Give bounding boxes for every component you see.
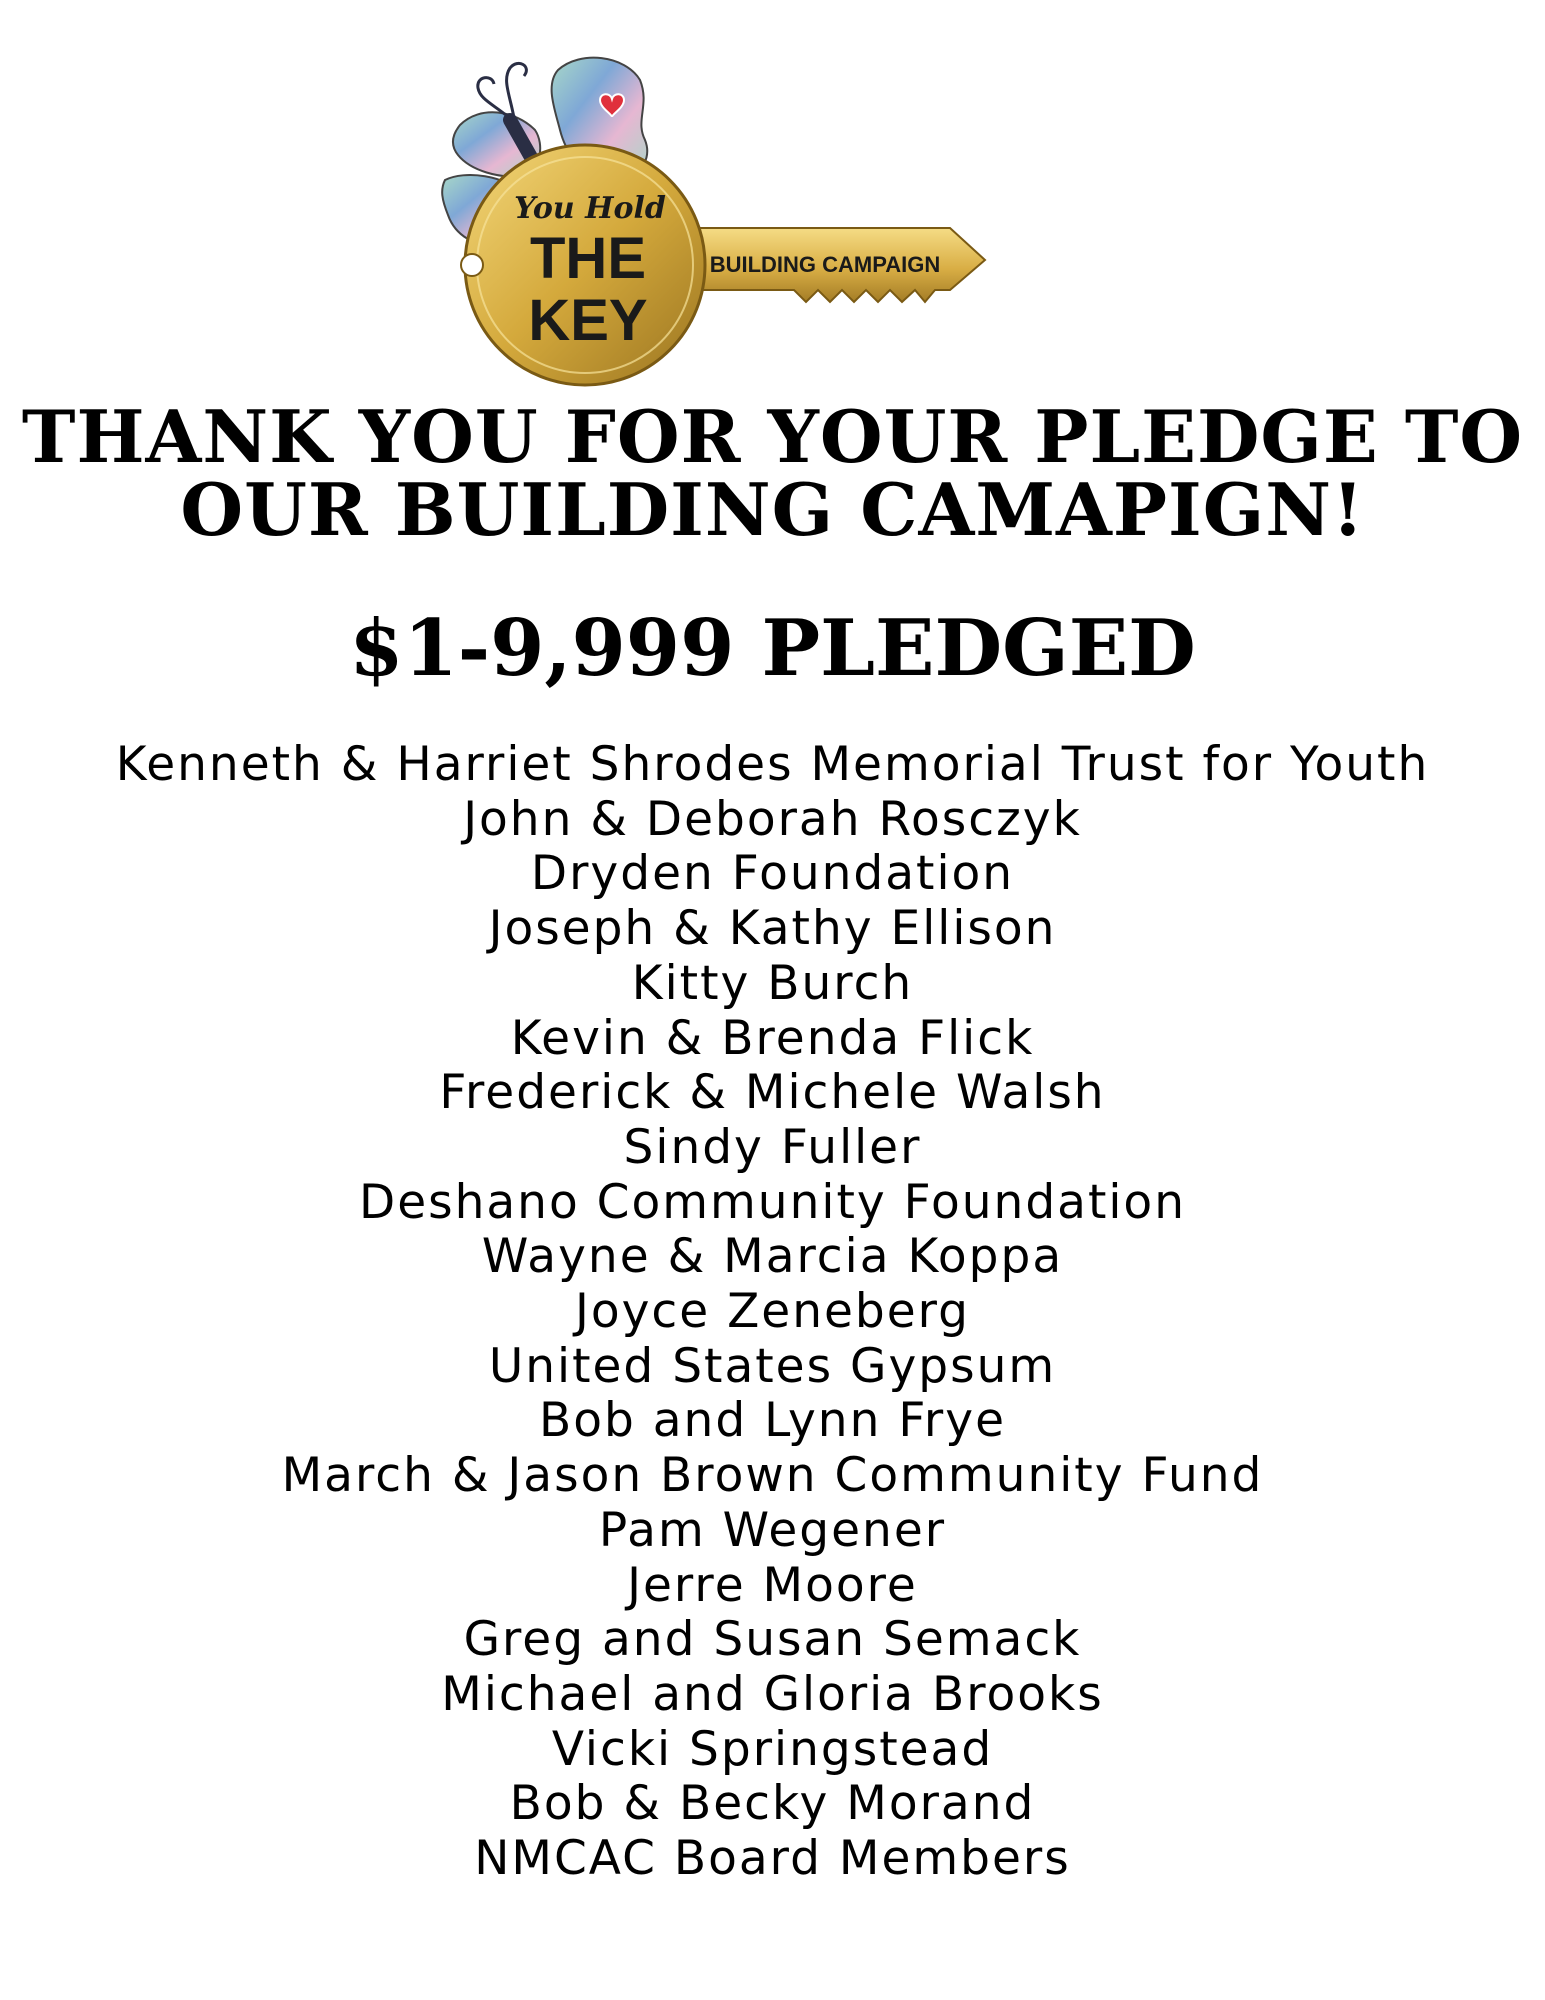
donor-item: Bob & Becky Morand xyxy=(509,1776,1036,1832)
key-label: BUILDING CAMPAIGN xyxy=(709,252,941,277)
donor-item: Frederick & Michele Walsh xyxy=(439,1065,1106,1121)
donor-item: Bob and Lynn Frye xyxy=(538,1393,1006,1449)
logo-script-text: You Hold xyxy=(514,191,666,226)
thank-you-heading-line-1: THANK YOU FOR YOUR PLEDGE TO xyxy=(21,394,1524,479)
donor-item: Joyce Zeneberg xyxy=(574,1284,971,1340)
donor-item: Kenneth & Harriet Shrodes Memorial Trust for Youth xyxy=(115,737,1430,792)
donor-item: Greg and Susan Semack xyxy=(463,1612,1082,1668)
donor-item: Dryden Foundation xyxy=(530,846,1015,902)
donor-item: Vicki Springstead xyxy=(551,1721,994,1777)
logo-line2: KEY xyxy=(528,288,648,353)
donor-item: Wayne & Marcia Koppa xyxy=(481,1229,1064,1285)
donor-item: Joseph & Kathy Ellison xyxy=(488,901,1057,957)
building-campaign-logo xyxy=(440,50,1100,405)
thank-you-heading-line-2: OUR BUILDING CAMAPIGN! xyxy=(180,467,1365,552)
donor-item: John & Deborah Rosczyk xyxy=(463,791,1082,847)
donor-item: United States Gypsum xyxy=(488,1338,1057,1394)
donor-item: Deshano Community Foundation xyxy=(359,1174,1186,1230)
thank-you-heading xyxy=(0,394,1545,552)
donor-item: NMCAC Board Members xyxy=(474,1831,1071,1887)
key-head xyxy=(461,145,705,385)
donor-item: March & Jason Brown Community Fund xyxy=(281,1448,1264,1504)
donor-item: Jerre Moore xyxy=(627,1557,918,1613)
donor-item: Michael and Gloria Brooks xyxy=(441,1666,1104,1722)
donor-item: Kitty Burch xyxy=(631,955,914,1011)
donor-item: Sindy Fuller xyxy=(623,1119,922,1175)
donor-item: Kevin & Brenda Flick xyxy=(510,1010,1035,1066)
pledge-tier-heading: $1-9,999 PLEDGED xyxy=(349,603,1196,694)
donor-list xyxy=(0,738,1545,1887)
logo-line1: THE xyxy=(530,226,646,291)
donor-item: Pam Wegener xyxy=(598,1502,947,1558)
